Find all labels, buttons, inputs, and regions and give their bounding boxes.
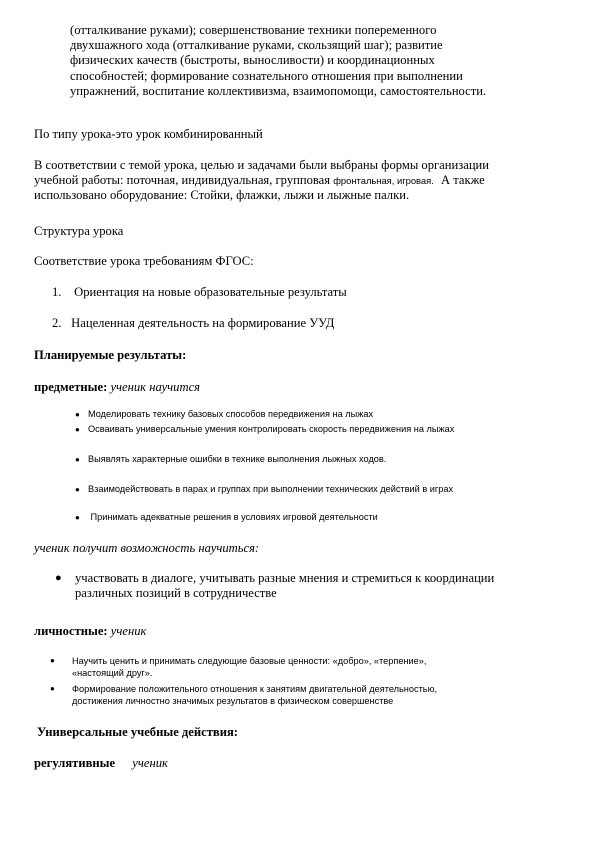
fgos-list-item <box>52 316 334 331</box>
bullet-line: участвовать в диалоге, учитывать разные мнения и стремиться к координации <box>75 571 495 585</box>
structure-heading: Структура урока <box>34 224 124 238</box>
bullet-text: Выявлять характерные ошибки в технике выполнения лыжных ходов. <box>88 454 387 464</box>
regulative-note: ученик <box>132 756 168 770</box>
bullet-icon: ● <box>55 572 62 584</box>
list-text: Ориентация на новые образовательные результаты <box>74 285 347 299</box>
bullet-icon: ● <box>75 485 80 494</box>
bullet-line: Формирование положительного отношения к занятиям двигательной деятельностью, <box>72 684 438 694</box>
forms-paragraph <box>34 158 560 204</box>
planned-results-heading: Планируемые результаты: <box>34 348 187 362</box>
bullet-icon: ● <box>75 425 80 434</box>
personal-results-line <box>34 624 560 639</box>
intro-line: физических качеств (быстроты, выносливости) и координационных <box>70 53 435 68</box>
personal-note: ученик <box>110 624 147 638</box>
list-number: 1. <box>52 285 62 299</box>
bullet-text: Осваивать универсальные умения контролировать скорость передвижения на лыжах <box>88 424 455 434</box>
regulative-line <box>34 756 560 771</box>
list-text: Нацеленная деятельность на формирование УУД <box>71 316 335 330</box>
list-number: 2. <box>52 316 62 330</box>
bullet-text <box>72 683 542 708</box>
bullet-icon: ● <box>75 513 80 522</box>
fgos-list-item <box>52 285 347 300</box>
bullet-icon: ● <box>75 410 80 419</box>
universal-actions-heading: Универсальные учебные действия: <box>37 725 238 739</box>
intro-line: упражнений, воспитание коллективизма, взаимопомощи, самостоятельности. <box>70 83 487 98</box>
bullet-icon: ● <box>50 656 55 665</box>
forms-line-2 <box>34 173 560 188</box>
bullet-line: различных позиций в сотрудничестве <box>75 586 277 601</box>
bullet-text <box>75 571 555 601</box>
bullet-icon: ● <box>75 455 80 464</box>
lesson-type: По типу урока-это урок комбинированный <box>34 127 263 141</box>
fgos-heading: Соответствие урока требованиям ФГОС: <box>34 254 254 268</box>
bullet-text: Принимать адекватные решения в условиях игровой деятельности <box>88 512 378 522</box>
forms-line-2-small: фронтальная, игровая. <box>333 175 434 187</box>
bullet-line: достижения личностно значимых результатов в физическом совершенстве <box>72 696 394 707</box>
intro-paragraph <box>70 23 560 99</box>
bullet-icon: ● <box>50 684 55 693</box>
bullet-text: Взаимодействовать в парах и группах при выполнении технических действий в играх <box>88 484 454 494</box>
forms-line-3: использовано оборудование: Стойки, флажки, лыжи и лыжные палки. <box>34 188 410 203</box>
regulative-label: регулятивные <box>34 756 116 770</box>
bullet-text: Моделировать технику базовых способов передвижения на лыжах <box>88 409 374 419</box>
personal-label: личностные: <box>34 624 108 638</box>
forms-line-1: В соответствии с темой урока, целью и задачами были выбраны формы организации <box>34 158 490 172</box>
intro-line: (отталкивание руками); совершенствование техники попеременного <box>70 23 437 37</box>
subject-label: предметные: <box>34 380 108 394</box>
bullet-text <box>72 655 542 680</box>
subject-results-line <box>34 380 560 395</box>
intro-line: двухшажного хода (отталкивание руками, скользящий шаг); развитие <box>70 38 443 53</box>
bullet-line: Научить ценить и принимать следующие базовые ценности: «добро», «терпение», <box>72 656 427 666</box>
subject-note: ученик научится <box>110 380 201 394</box>
opportunity-heading: ученик получит возможность научиться: <box>34 541 260 555</box>
forms-line-2-main: учебной работы: поточная, индивидуальная, групповая <box>34 173 331 188</box>
forms-line-2-end: А также <box>440 173 485 188</box>
intro-line: способностей; формирование сознательного отношения при выполнении <box>70 68 463 83</box>
bullet-line: «настоящий друг». <box>72 668 153 679</box>
